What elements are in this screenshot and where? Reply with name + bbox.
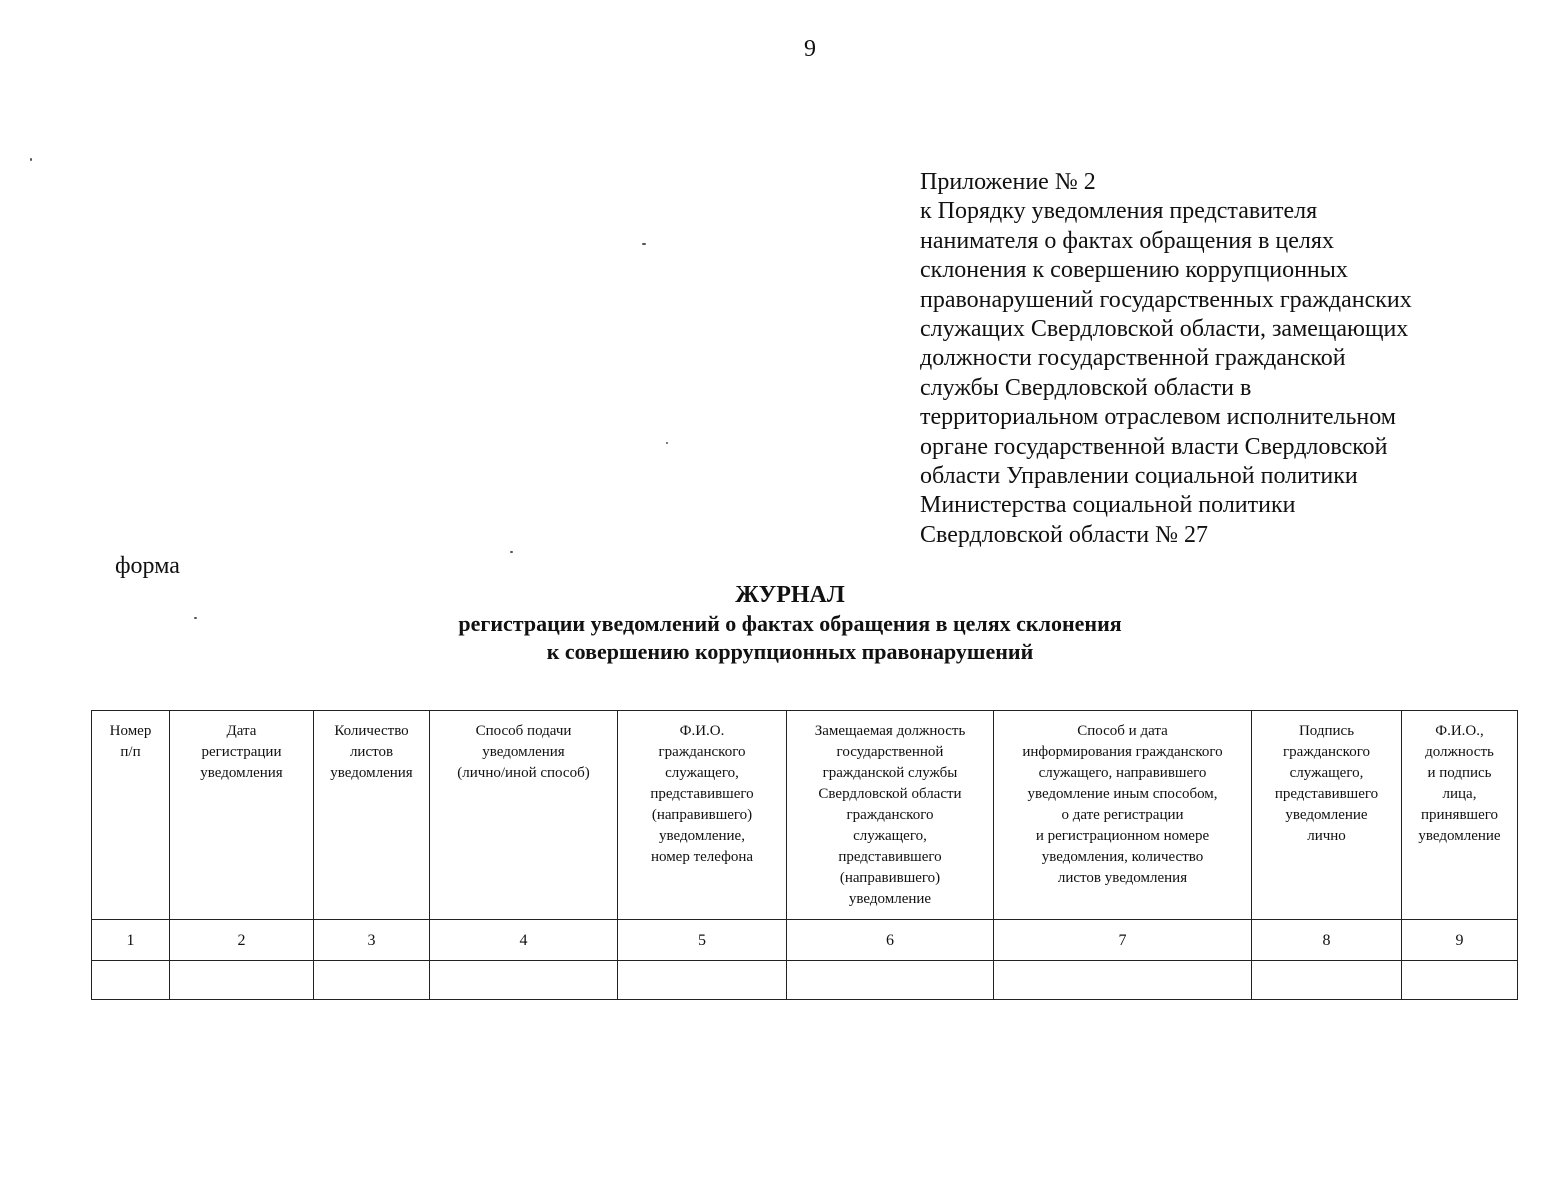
header-line: служащего, <box>1289 765 1364 781</box>
column-number: 5 <box>618 920 787 961</box>
header-line: листов <box>349 744 394 760</box>
appendix-note <box>920 168 1480 550</box>
header-line: лично <box>1307 828 1346 844</box>
header-line: уведомления, количество <box>1041 849 1204 865</box>
journal-title-line: к совершению коррупционных правонарушений <box>546 639 1034 664</box>
header-line: принявшего <box>1420 807 1499 823</box>
column-number: 7 <box>994 920 1252 961</box>
appendix-line: Министерства социальной политики <box>920 492 1296 519</box>
header-cell-date <box>170 711 314 920</box>
empty-cell <box>1402 961 1518 1000</box>
appendix-line: Свердловской области № 27 <box>920 521 1208 548</box>
empty-entry-row <box>92 961 1518 1000</box>
header-cell-method <box>430 711 618 920</box>
header-line: уведомление, <box>659 828 745 844</box>
header-line: служащего, <box>665 765 739 781</box>
scan-speck <box>510 551 513 553</box>
header-line: Количество <box>334 723 409 739</box>
header-cell-informing <box>994 711 1252 920</box>
column-number: 8 <box>1252 920 1402 961</box>
column-number: 1 <box>92 920 170 961</box>
header-line: о дате регистрации <box>1061 807 1184 823</box>
header-line: лица, <box>1442 786 1477 802</box>
appendix-line: территориальном отраслевом исполнительном <box>920 404 1396 431</box>
scan-speck <box>194 617 197 619</box>
header-line: Способ подачи <box>475 723 572 739</box>
header-line: (направившего) <box>839 870 941 886</box>
appendix-line: нанимателя о фактах обращения в целях <box>920 227 1334 254</box>
header-line: Ф.И.О., <box>1435 723 1484 739</box>
appendix-line: должности государственной гражданской <box>920 345 1346 372</box>
page-number: 9 <box>804 36 816 62</box>
scan-speck <box>666 442 668 444</box>
header-line: Замещаемая должность <box>814 723 966 739</box>
header-cell-sheets <box>314 711 430 920</box>
forma-label: форма <box>115 553 180 579</box>
header-line: гражданского <box>1283 744 1370 760</box>
header-line: и подпись <box>1427 765 1492 781</box>
column-number: 6 <box>787 920 994 961</box>
header-line: уведомление иным способом, <box>1027 786 1218 802</box>
empty-cell <box>787 961 994 1000</box>
header-line: п/п <box>120 744 141 760</box>
header-line: (лично/иной способ) <box>457 765 590 781</box>
header-row <box>92 711 1518 920</box>
appendix-line: Приложение № 2 <box>920 169 1096 195</box>
header-line: уведомления <box>482 744 565 760</box>
header-line: Ф.И.О. <box>679 723 725 739</box>
journal-title-main: ЖУРНАЛ <box>735 582 845 608</box>
header-cell-fio <box>618 711 787 920</box>
empty-cell <box>430 961 618 1000</box>
header-cell-position <box>787 711 994 920</box>
header-line: уведомление <box>848 891 932 907</box>
appendix-line: органе государственной власти Свердловской <box>920 433 1388 460</box>
appendix-line: склонения к совершению коррупционных <box>920 257 1348 284</box>
journal-title-line: регистрации уведомлений о фактах обращения в целях склонения <box>458 611 1122 636</box>
header-line: служащего, <box>853 828 927 844</box>
header-line: (направившего) <box>651 807 753 823</box>
empty-cell <box>618 961 787 1000</box>
header-line: регистрации <box>201 744 282 760</box>
column-number: 2 <box>170 920 314 961</box>
appendix-line: правонарушений государственных гражданских <box>920 286 1412 313</box>
empty-cell <box>1252 961 1402 1000</box>
header-cell-number <box>92 711 170 920</box>
header-line: гражданского <box>658 744 746 760</box>
header-line: Дата <box>226 723 257 739</box>
header-line: гражданской службы <box>822 765 958 781</box>
header-line: служащего, направившего <box>1038 765 1207 781</box>
journal-table <box>91 710 1518 1000</box>
header-line: уведомление <box>1418 828 1501 844</box>
empty-cell <box>314 961 430 1000</box>
header-cell-signature <box>1252 711 1402 920</box>
header-line: информирования гражданского <box>1022 744 1223 760</box>
header-line: и регистрационном номере <box>1035 828 1210 844</box>
journal-title <box>290 580 1290 666</box>
column-number: 9 <box>1402 920 1518 961</box>
empty-cell <box>170 961 314 1000</box>
appendix-line: к Порядку уведомления представителя <box>920 198 1318 225</box>
header-line: листов уведомления <box>1057 870 1188 886</box>
header-line: Свердловской области <box>818 786 962 802</box>
column-number: 4 <box>430 920 618 961</box>
header-line: должность <box>1425 744 1494 760</box>
header-line: государственной <box>836 744 944 760</box>
scan-speck <box>642 243 646 245</box>
header-line: уведомления <box>330 765 413 781</box>
header-cell-receiver <box>1402 711 1518 920</box>
header-line: Номер <box>109 723 152 739</box>
header-line: представившего <box>650 786 754 802</box>
header-line: гражданского <box>846 807 934 823</box>
header-line: уведомление <box>1285 807 1368 823</box>
header-line: Способ и дата <box>1077 723 1168 739</box>
empty-cell <box>92 961 170 1000</box>
scan-speck <box>30 158 32 161</box>
appendix-line: области Управлении социальной политики <box>920 463 1358 490</box>
header-line: номер телефона <box>650 849 754 865</box>
header-line: представившего <box>838 849 942 865</box>
header-line: Подпись <box>1298 723 1355 739</box>
header-line: уведомления <box>200 765 283 781</box>
header-line: представившего <box>1274 786 1379 802</box>
column-number: 3 <box>314 920 430 961</box>
appendix-line: служащих Свердловской области, замещающих <box>920 316 1409 343</box>
appendix-line: службы Свердловской области в <box>920 374 1252 401</box>
column-number-row <box>92 920 1518 961</box>
empty-cell <box>994 961 1252 1000</box>
